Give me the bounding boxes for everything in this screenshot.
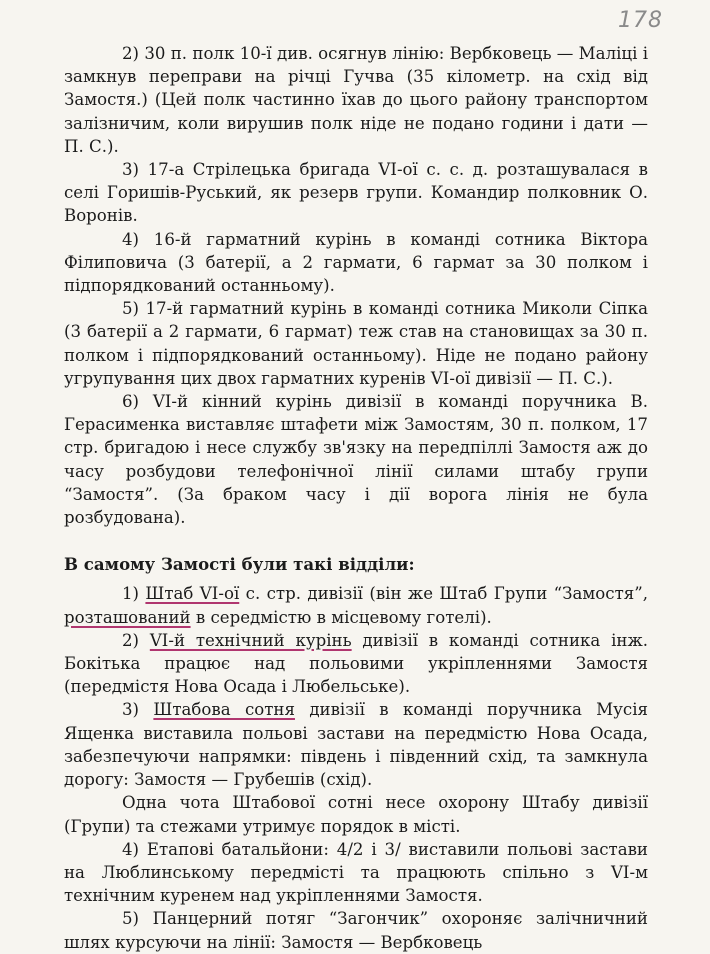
- unit-5: 5) Панцерний потяг “Загончик” охороняє залічничний шлях курсуючи на лінії: Замостя — Вербковець: [64, 909, 648, 952]
- unit-2: [64, 629, 648, 699]
- paragraph-3: 3) 17-а Стрілецька бригада VI-ої с. с. д. розташувалася в селі Горишів-Руський, як резерв групи. Командир полковник О. Воронів.: [64, 160, 648, 226]
- unit-3-number: 3): [122, 700, 154, 720]
- unit-4: 4) Етапові батальйони: 4/2 і 3/ виставили польові застави на Люблинському передмісті та працюють спільно з VI-м технічним куренем над укріпленнями Замостя.: [64, 839, 648, 906]
- page-number: 178: [618, 8, 663, 33]
- paragraph-2: 2) 30 п. полк 10-ї див. осягнув лінію: Вербковець — Маліці і замкнув переправи на річці Гучва (35 кілометр. на схід від Замостя.) (Цей полк частинно їхав до цього району транспортом залізничим, коли вирушив полк ніде не подано години і дати — П. С.).: [64, 44, 648, 156]
- paragraph-4: 4) 16-й гарматний курінь в команді сотника Віктора Філиповича (3 батерії, а 2 гармати, 6 гармат за 30 полком і підпорядкований останньому).: [64, 229, 648, 296]
- document-body: [64, 42, 648, 954]
- section-heading: В самому Замості були такі відділи:: [64, 554, 415, 575]
- unit-1-underlined: Штаб VI-ої: [145, 584, 240, 604]
- unit-1: [64, 582, 648, 628]
- unit-1-end: в середмістю в місцевому готелі).: [190, 607, 492, 627]
- paragraph-6: 6) VI-й кінний курінь дивізії в команді поручника В. Герасименка виставляє штафети між Замостям, 30 п. полком, 17 стр. бригадою і несе службу зв'язку на передпіллі Замостя аж до часу розбудови телефонічної лінії силами штабу групи “Замостя”. (За браком часу і дії ворога лінія не була розбудована).: [64, 392, 648, 528]
- paragraph-5: 5) 17-й гарматний курінь в команді сотника Миколи Сіпка (3 батерії а 2 гармати, 6 гармат) теж став на становищах за 30 п. полком і підпорядкований останньому). Ніде не подано району угрупування цих двох гарматних куренів VI-ої дивізії — П. С.).: [64, 299, 648, 388]
- unit-3-text: дивізії в команді поручника Мусія Ященка виставила польові застави на передмістю Нова Осада, забезпечуючи напрямки: південь і південний схід, та замкнула дорогу: Замостя — Грубешів (схід).: [64, 700, 649, 790]
- unit-1-number: 1): [122, 584, 146, 604]
- unit-3: [64, 698, 648, 791]
- unit-1-text: с. стр. дивізії (він же Штаб Групи “Замостя”,: [239, 584, 648, 604]
- unit-2-text: дивізії в команді сотника інж. Бокітька працює над польовими укріпленнями Замостя (передмістя Нова Осада і Любельське).: [64, 630, 648, 697]
- unit-3-underlined: Штабова сотня: [153, 700, 295, 720]
- unit-3-continuation: Одна чота Штабової сотні несе охорону Штабу дивізії (Групи) та стежами утримує порядок в місті.: [64, 793, 648, 836]
- unit-2-underlined: VI-й технічний курінь: [149, 630, 352, 650]
- unit-1-underlined-2: розташований: [64, 607, 191, 627]
- unit-2-number: 2): [122, 630, 150, 650]
